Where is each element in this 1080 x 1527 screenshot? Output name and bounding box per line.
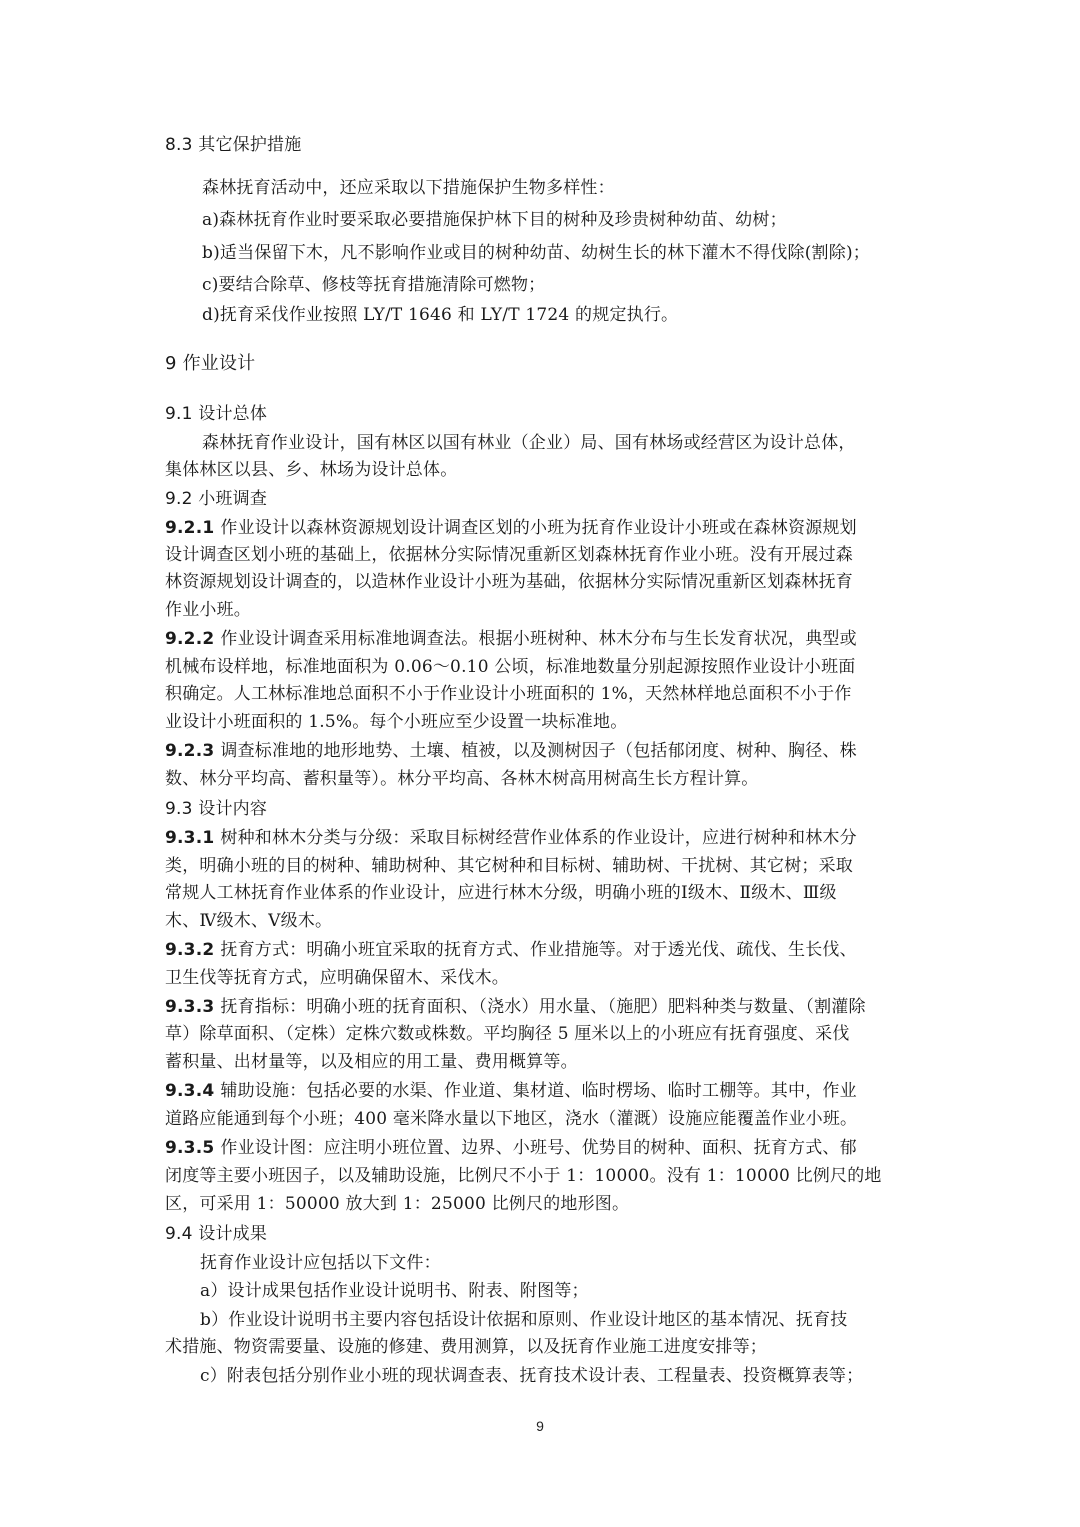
clause-number: 9.3.3 [165,997,215,1017]
paragraph-line: 积确定。人工林标准地总面积不小于作业设计小班面积的 1%，天然林样地总面积不小于作 [165,684,852,704]
paragraph-line: 草）除草面积、（定株）定株穴数或株数。平均胸径 5 厘米以上的小班应有抚育强度、采伐 [165,1024,850,1044]
paragraph-line: 数、林分平均高、蓄积量等）。林分平均高、各林木树高用树高生长方程计算。 [165,769,759,789]
section-heading-9-2: 9.2 小班调查 [165,489,268,509]
paragraph-line: 作业小班。 [165,600,251,620]
clause-text: 作业设计调查采用标准地调查法。根据小班树种、林木分布与生长发育状况，典型或 [220,629,857,649]
paragraph-line: 机械布设样地，标准地面积为 0.06～0.10 公顷，标准地数量分别起源按照作业设计小班面 [165,657,856,677]
list-item: b)适当保留下木，凡不影响作业或目的树种幼苗、幼树生长的林下灌木不得伐除(割除)； [202,243,870,263]
section-heading-9-1: 9.1 设计总体 [165,404,268,424]
paragraph-line [165,739,925,763]
paragraph-line [165,516,925,540]
section-heading-8-3: 8.3 其它保护措施 [165,135,302,155]
section-heading-9-3: 9.3 设计内容 [165,799,268,819]
clause-number: 9.2.2 [165,629,215,649]
paragraph-line [165,826,925,850]
paragraph-line: 业设计小班面积的 1.5%。每个小班应至少设置一块标准地。 [165,712,628,732]
clause-number: 9.2.1 [165,518,215,538]
clause-text: 抚育方式：明确小班宜采取的抚育方式、作业措施等。对于透光伐、疏伐、生长伐、 [220,940,857,960]
clause-number: 9.3.5 [165,1138,215,1158]
clause-number: 9.3.1 [165,828,215,848]
paragraph-line: 设计调查区划小班的基础上，依据林分实际情况重新区划森林抚育作业小班。没有开展过森 [165,545,853,565]
paragraph-line: 森林抚育作业设计，国有林区以国有林业（企业）局、国有林场或经营区为设计总体， [202,433,856,453]
paragraph-line: 集体林区以县、乡、林场为设计总体。 [165,460,458,480]
paragraph-line: 木、Ⅳ级木、Ⅴ级木。 [165,911,333,931]
clause-number: 9.3.4 [165,1081,215,1101]
list-item: c)要结合除草、修枝等抚育措施清除可燃物； [202,275,546,295]
chapter-heading-9: 9 作业设计 [165,353,256,374]
clause-text: 抚育指标：明确小班的抚育面积、（浇水）用水量、（施肥）肥料种类与数量、（割灌除 [220,997,866,1017]
clause-text: 作业设计以森林资源规划设计调查区划的小班为抚育作业设计小班或在森林资源规划 [220,518,857,538]
list-item: a）设计成果包括作业设计说明书、附表、附图等； [200,1281,589,1301]
clause-number: 9.2.3 [165,741,215,761]
list-item: b）作业设计说明书主要内容包括设计依据和原则、作业设计地区的基本情况、抚育技 [200,1310,848,1330]
paragraph-line: 抚育作业设计应包括以下文件： [200,1253,441,1273]
paragraph-line: 道路应能通到每个小班；400 毫米降水量以下地区，浇水（灌溉）设施应能覆盖作业小班。 [165,1109,858,1129]
paragraph-line [165,938,925,962]
paragraph-line: 闭度等主要小班因子，以及辅助设施，比例尺不小于 1：10000。没有 1：10000 比例尺的地 [165,1166,882,1186]
paragraph-line: 区，可采用 1：50000 放大到 1：25000 比例尺的地形图。 [165,1194,630,1214]
clause-text: 树种和林木分类与分级：采取目标树经营作业体系的作业设计，应进行树种和林木分 [220,828,857,848]
clause-number: 9.3.2 [165,940,215,960]
paragraph-line [165,1136,925,1160]
list-item: c）附表包括分别作业小班的现状调查表、抚育技术设计表、工程量表、投资概算表等； [200,1366,864,1386]
paragraph-line: 常规人工林抚育作业体系的作业设计，应进行林木分级，明确小班的Ⅰ级木、Ⅱ级木、Ⅲ级 [165,883,837,903]
paragraph-line: 卫生伐等抚育方式，应明确保留木、采伐木。 [165,968,509,988]
paragraph-line [165,1079,925,1103]
list-item: d)抚育采伐作业按照 LY/T 1646 和 LY/T 1724 的规定执行。 [202,305,679,325]
clause-text: 作业设计图：应注明小班位置、边界、小班号、优势目的树种、面积、抚育方式、郁 [220,1138,857,1158]
paragraph-line: 森林抚育活动中，还应采取以下措施保护生物多样性： [202,178,615,198]
page-number: 9 [536,1418,544,1434]
paragraph-line: 类，明确小班的目的树种、辅助树种、其它树种和目标树、辅助树、干扰树、其它树；采取 [165,856,853,876]
section-heading-9-4: 9.4 设计成果 [165,1224,268,1244]
paragraph-line: 林资源规划设计调查的，以造林作业设计小班为基础，依据林分实际情况重新区划森林抚育 [165,572,853,592]
clause-text: 调查标准地的地形地势、土壤、植被，以及测树因子（包括郁闭度、树种、胸径、株 [220,741,857,761]
paragraph-line: 术措施、物资需要量、设施的修建、费用测算，以及抚育作业施工进度安排等； [165,1337,767,1357]
list-item: a)森林抚育作业时要采取必要措施保护林下目的树种及珍贵树种幼苗、幼树； [202,210,787,230]
clause-text: 辅助设施：包括必要的水渠、作业道、集材道、临时楞场、临时工棚等。其中，作业 [220,1081,857,1101]
paragraph-line [165,995,925,1019]
paragraph-line [165,627,925,651]
paragraph-line: 蓄积量、出材量等，以及相应的用工量、费用概算等。 [165,1052,578,1072]
